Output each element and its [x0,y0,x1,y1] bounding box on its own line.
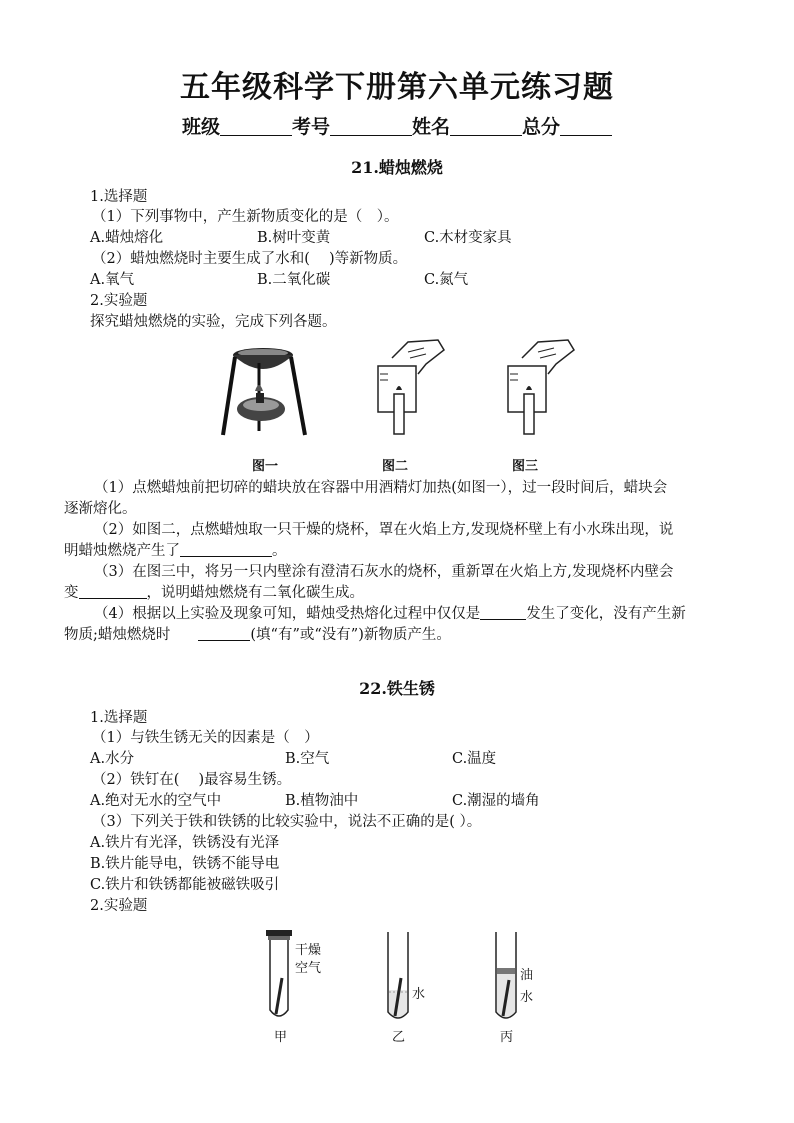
s21-p2-blank[interactable] [180,542,272,557]
s21-p4-text-1: （4）根据以上实验及现象可知，蜡烛受热熔化过程中仅仅是 [94,606,481,622]
class-label: 班级 [181,116,220,138]
s21-q1-2-option-a: A.氧气 [90,272,135,288]
number-blank[interactable] [330,117,412,136]
s21-q1-2: （2）蜡烛燃烧时主要生成了水和( )等新物质。 [92,251,408,267]
s21-q1-1-option-b: B.树叶变黄 [257,230,331,246]
s21-p2-end: 。 [272,543,287,559]
test-tube-jia-image [262,928,296,1024]
s21-p3-end: ，说明蜡烛燃烧有二氧化碳生成。 [146,585,364,601]
tube-jia-label: 甲 [274,1030,288,1045]
s22-q1-heading: 1.选择题 [90,710,148,726]
s22-q1-2-option-a: A.绝对无水的空气中 [90,793,222,809]
s21-q2-intro: 探究蜡烛燃烧的实验，完成下列各题。 [90,314,337,330]
s21-q1-1: （1）下列事物中，产生新物质变化的是（ ）。 [92,209,399,225]
tube-yi-label: 乙 [392,1030,406,1045]
score-blank[interactable] [560,117,612,136]
s21-p3-line-1: （3）在图三中，将另一只内壁涂有澄清石灰水的烧杯，重新罩在火焰上方,发现烧杯内壁会 [94,564,674,580]
s21-p4-blank-1[interactable] [480,605,526,620]
s22-q1-1-option-a: A.水分 [90,751,135,767]
section-22-title: 22.铁生锈 [359,679,435,698]
figure-2-image [368,338,448,438]
s22-q1-3-option-c: C.铁片和铁锈都能被磁铁吸引 [90,877,280,893]
s21-p2-line-1: （2）如图二，点燃蜡烛取一只干燥的烧杯，罩在火焰上方,发现烧杯壁上有小水珠出现，说 [94,522,674,538]
s21-p3-blank[interactable] [79,584,147,599]
s22-q1-2-option-b: B.植物油中 [285,793,359,809]
s21-q1-1-option-c: C.木材变家具 [424,230,512,246]
score-label: 总分 [522,116,561,138]
page-title: 五年级科学下册第六单元练习题 [180,70,614,105]
name-label: 姓名 [412,116,451,138]
s21-p4-line-1 [94,604,686,624]
number-label: 考号 [291,116,330,138]
figure-3-image [498,338,578,438]
s21-p4-text-3: 物质;蜡烛燃烧时 [64,627,171,643]
s21-p1-line-1: （1）点燃蜡烛前把切碎的蜡块放在容器中用酒精灯加热(如图一），过一段时间后，蜡块会 [94,480,668,496]
s21-q2-heading: 2.实验题 [90,293,148,309]
s22-q2-heading: 2.实验题 [90,898,148,914]
test-tube-yi-image [384,930,412,1024]
s21-p4-blank-2[interactable] [198,626,250,641]
label-water-bing: 水 [520,990,534,1005]
label-dry: 干燥 [295,943,322,958]
s21-q1-2-option-b: B.二氧化碳 [257,272,331,288]
s22-q1-2-option-c: C.潮湿的墙角 [452,793,540,809]
s21-p3-line-2 [64,583,364,603]
s21-p4-line-2 [64,625,451,645]
test-tube-bing-image [492,930,520,1024]
tube-bing-label: 丙 [500,1030,514,1045]
s22-q1-3-option-a: A.铁片有光泽，铁锈没有光泽 [90,835,280,851]
s21-q1-heading: 1.选择题 [90,189,148,205]
label-oil: 油 [520,968,534,983]
figure-1-image [215,343,315,443]
s21-p2-line-2 [64,541,287,561]
s21-p3-text: 变 [64,585,79,601]
label-water-yi: 水 [412,987,426,1002]
name-blank[interactable] [450,117,522,136]
s21-p1-line-2: 逐渐熔化。 [64,501,137,517]
label-air: 空气 [295,961,322,976]
figure-1-label: 图一 [252,459,279,474]
s22-q1-1-option-c: C.温度 [452,751,497,767]
s22-q1-3-option-b: B.铁片能导电，铁锈不能导电 [90,856,280,872]
s22-q1-3: （3）下列关于铁和铁锈的比较实验中，说法不正确的是( ）。 [92,814,482,830]
info-row [0,112,794,139]
s21-p4-text-4: (填“有”或“没有”)新物质产生。 [250,627,451,643]
figure-3-label: 图三 [512,459,539,474]
s22-q1-1: （1）与铁生锈无关的因素是（ ） [92,730,319,746]
section-21-title: 21.蜡烛燃烧 [351,158,443,177]
class-blank[interactable] [220,117,292,136]
figure-2-label: 图二 [382,459,409,474]
s22-q1-1-option-b: B.空气 [285,751,330,767]
s21-p2-text: 明蜡烛燃烧产生了 [64,543,180,559]
s21-q1-2-option-c: C.氮气 [424,272,469,288]
s21-q1-1-option-a: A.蜡烛熔化 [90,230,164,246]
s21-p4-text-2: 发生了变化，没有产生新 [526,606,686,622]
s22-q1-2: （2）铁钉在( )最容易生锈。 [92,772,292,788]
